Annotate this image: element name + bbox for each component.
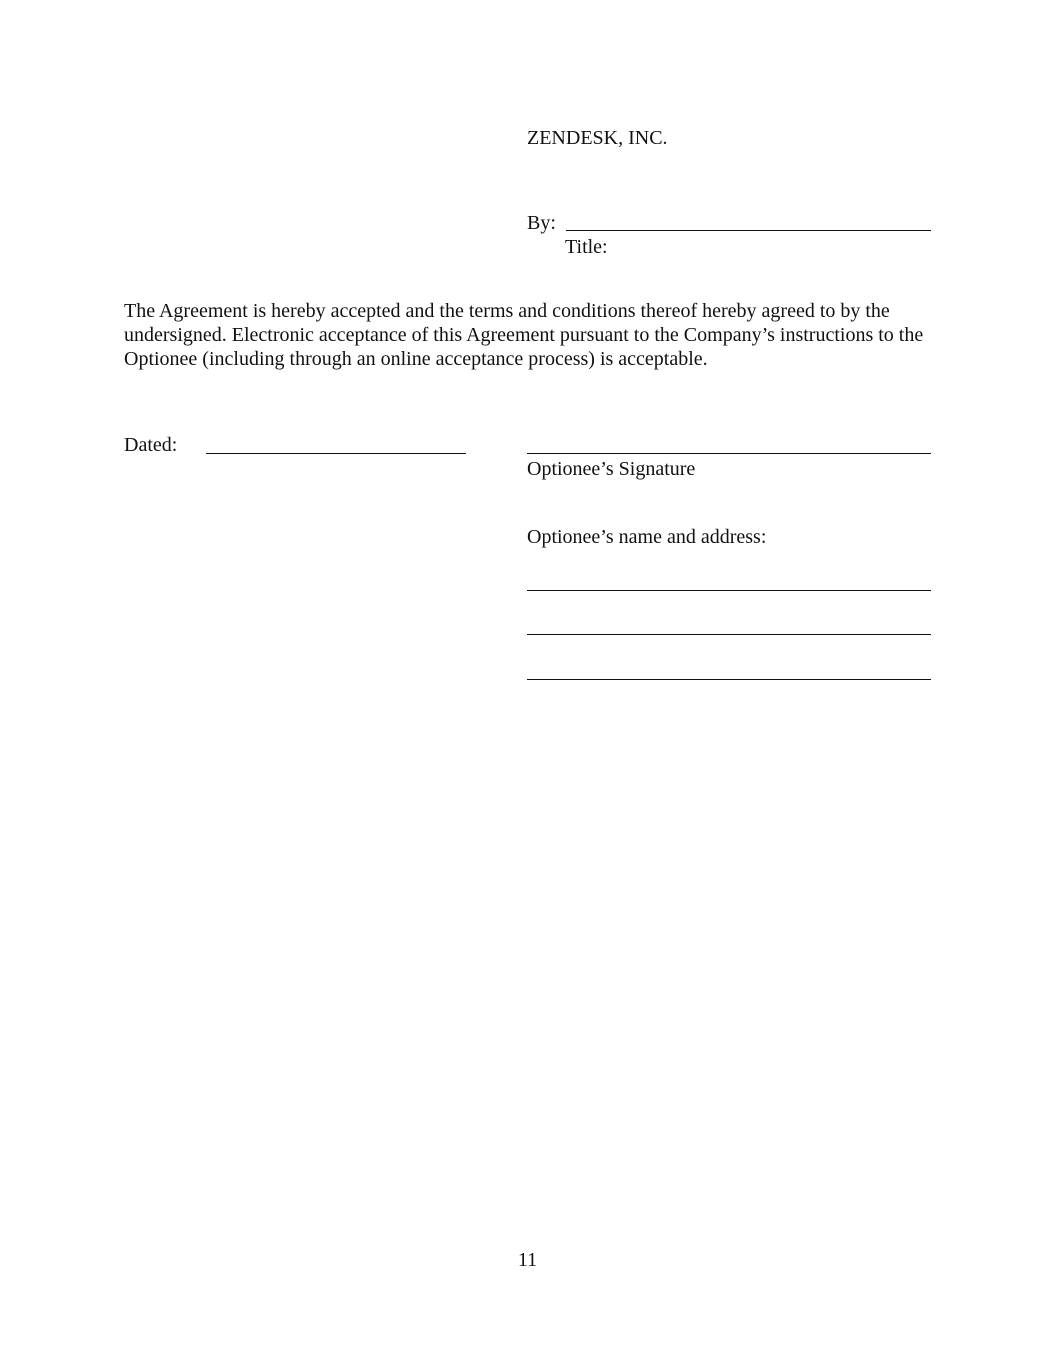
- company-signature-line[interactable]: [566, 230, 931, 231]
- acceptance-paragraph: The Agreement is hereby accepted and the terms and conditions thereof hereby agreed to by the undersigned. Electronic acceptance of this Agreement pursuant to the Company’s instructions to the Optionee (including through an online acceptance process) is acceptable.: [124, 300, 924, 370]
- by-label: By:: [527, 212, 556, 234]
- company-name: ZENDESK, INC.: [527, 127, 668, 149]
- address-line[interactable]: [527, 679, 931, 680]
- dated-label: Dated:: [124, 434, 178, 456]
- title-label: Title:: [565, 236, 608, 258]
- dated-line[interactable]: [206, 453, 466, 454]
- page-number: 11: [517, 1249, 538, 1271]
- optionee-signature-label: Optionee’s Signature: [527, 458, 696, 480]
- address-line[interactable]: [527, 590, 931, 591]
- address-line[interactable]: [527, 634, 931, 635]
- optionee-name-address-label: Optionee’s name and address:: [527, 526, 767, 548]
- optionee-signature-line[interactable]: [527, 453, 931, 454]
